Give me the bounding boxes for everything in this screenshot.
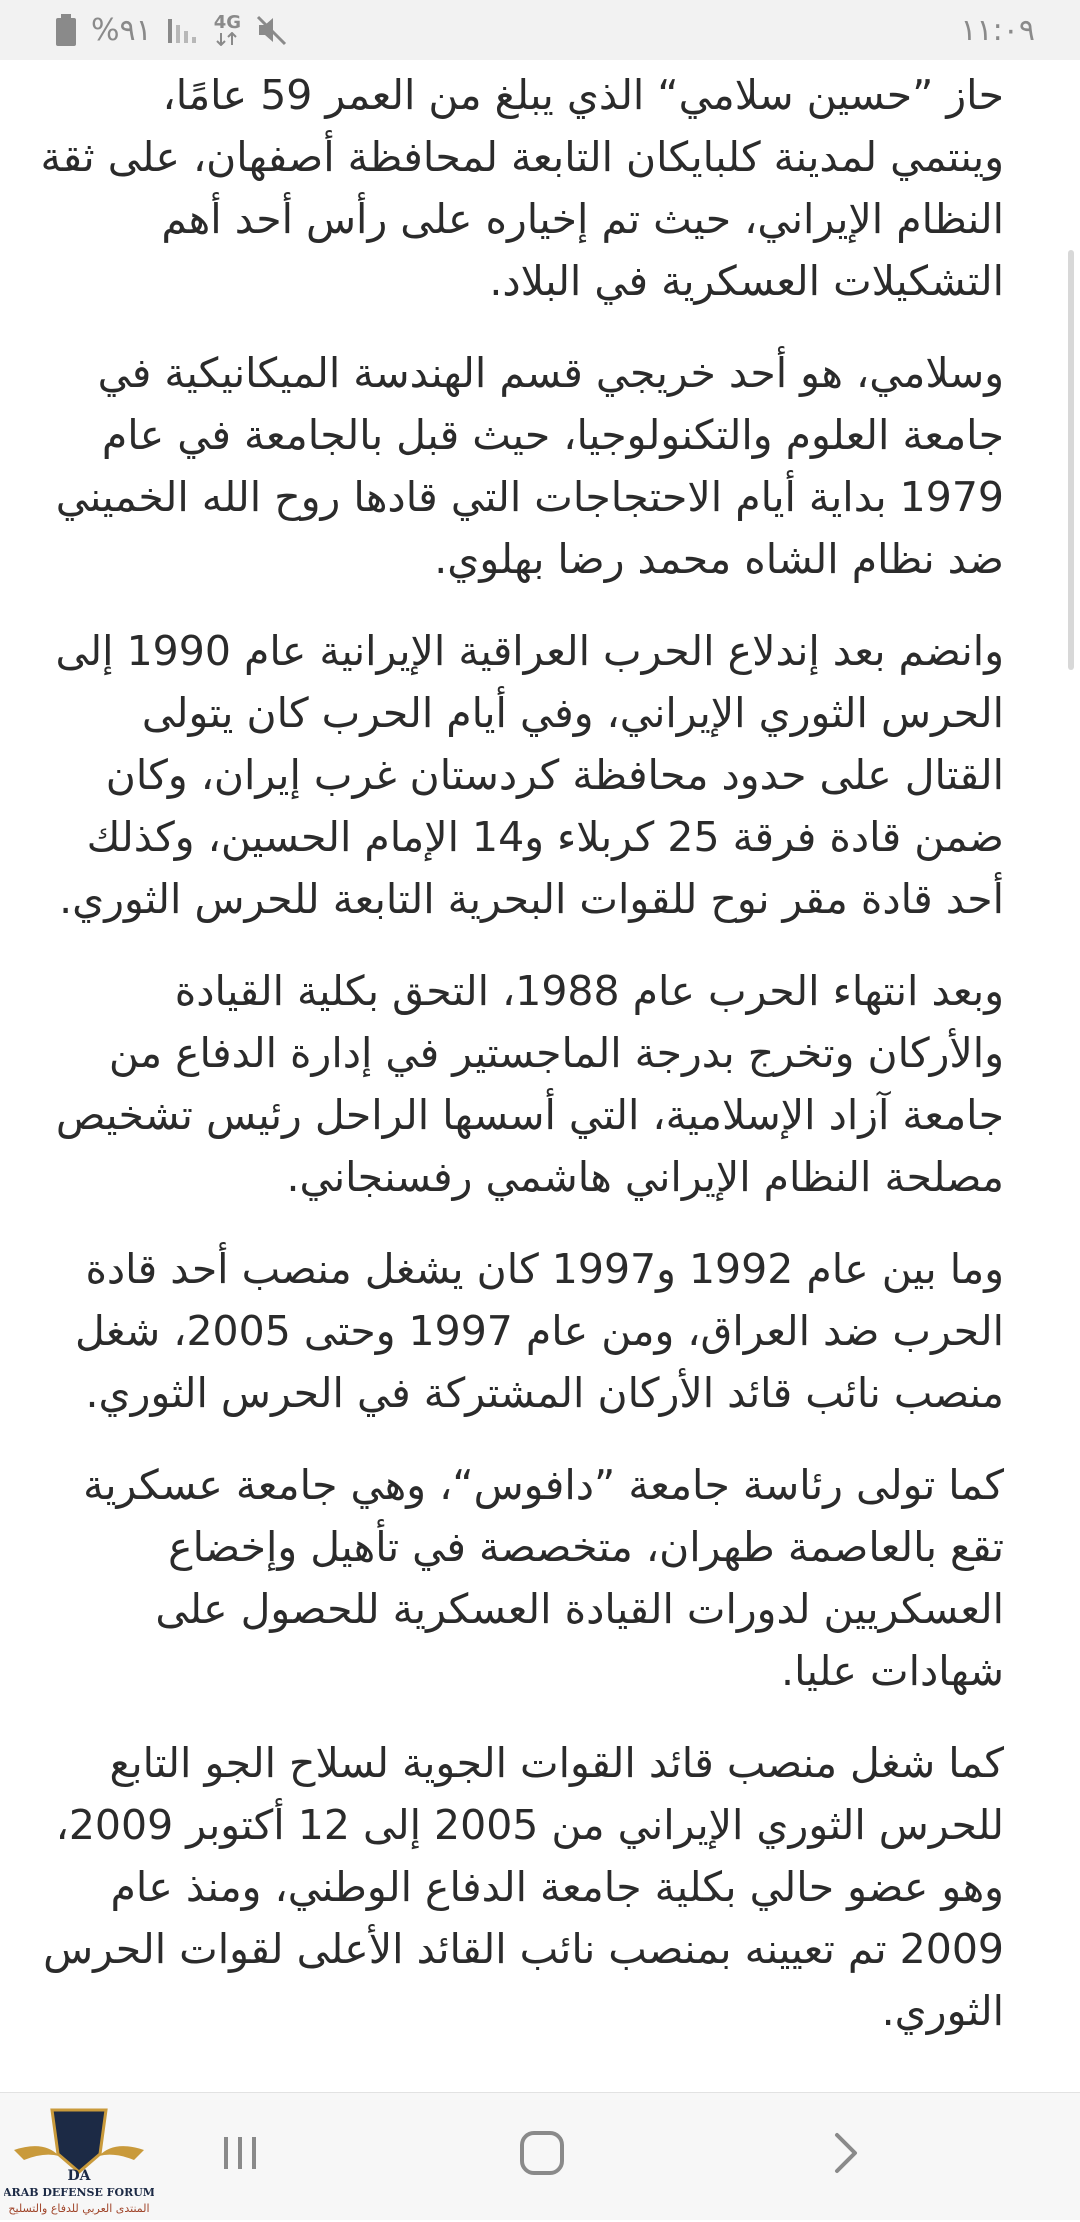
article-body[interactable] <box>0 60 1080 2092</box>
scroll-indicator[interactable] <box>1068 250 1074 670</box>
forum-watermark-logo <box>4 2100 154 2218</box>
status-bar <box>0 0 1080 60</box>
article-paragraph: وسلامي، هو أحد خريجي قسم الهندسة الميكانيكية في جامعة العلوم والتكنولوجيا، حيث قبل بالجامعة في عام 1979 بداية أيام الاحتجاجات التي قادها روح الله الخميني ضد نظام الشاه محمد رضا بهلوي. <box>55 349 1004 583</box>
home-icon <box>518 2129 566 2177</box>
article-paragraph: وبعد انتهاء الحرب عام 1988، التحق بكلية القيادة والأركان وتخرج بدرجة الماجستير في إدارة الدفاع من جامعة آزاد الإسلامية، التي أسسها الراحل رئيس تشخيص مصلحة النظام الإيراني هاشمي رفسنجاني. <box>55 967 1004 1201</box>
recents-icon <box>218 2131 262 2175</box>
home-button[interactable] <box>497 2113 587 2193</box>
article-paragraph: حاز ”حسين سلامي“ الذي يبلغ من العمر 59 عامًا، وينتمي لمدينة كلبايكان التابعة لمحافظة أصفهان، على ثقة النظام الإيراني، حيث تم إخياره على رأس أحد أهم التشكيلات العسكرية في البلاد. <box>40 71 1004 305</box>
recents-button[interactable] <box>195 2113 285 2193</box>
mute-icon <box>255 14 289 46</box>
forum-name-en: ARAB DEFENSE FORUM <box>4 2186 154 2199</box>
back-button[interactable] <box>800 2113 890 2193</box>
article-paragraph: كما تولى رئاسة جامعة ”دافوس“، وهي جامعة عسكرية تقع بالعاصمة طهران، متخصصة في تأهيل وإخضاع العسكريين لدورات القيادة العسكرية للحصول على شهادات عليا. <box>83 1461 1004 1695</box>
battery-percent: %٩١ <box>91 12 152 48</box>
article-paragraph: وما بين عام 1992 و1997 كان يشغل منصب أحد قادة الحرب ضد العراق، ومن عام 1997 وحتى 2005، شغل منصب نائب قائد الأركان المشتركة في الحرس الثوري. <box>74 1245 1004 1417</box>
network-label: 4G <box>213 12 242 33</box>
article-paragraph: كما شغل منصب قائد القوات الجوية لسلاح الجو التابع للحرس الثوري الإيراني من 2005 إلى 12 أكتوبر 2009، وهو عضو حالي بكلية جامعة الدفاع الوطني، ومنذ عام 2009 تم تعيينه بمنصب نائب القائد الأعلى لقوات الحرس الثوري. <box>43 1739 1004 2035</box>
article-paragraph: وانضم بعد إندلاع الحرب العراقية الإيرانية عام 1990 إلى الحرس الثوري الإيراني، وفي أيام الحرب كان يتولى القتال على حدود محافظة كردستان غرب إيران، وكان ضمن قادة فرقة 25 كربلاء و14 الإمام الحسين، وكذلك أحد قادة مقر نوح للقوات البحرية التابعة للحرس الثوري. <box>55 627 1004 923</box>
forum-name-ar: المنتدى العربي للدفاع والتسليح <box>8 2202 150 2215</box>
network-4g-icon <box>214 14 241 46</box>
signal-icon <box>166 15 200 45</box>
logo-letters: DA <box>67 2168 91 2184</box>
clock: ١١:٠٩ <box>960 12 1035 48</box>
battery-icon <box>55 14 77 46</box>
status-indicators <box>55 13 289 48</box>
navigation-bar <box>0 2092 1080 2220</box>
back-icon <box>825 2129 865 2177</box>
